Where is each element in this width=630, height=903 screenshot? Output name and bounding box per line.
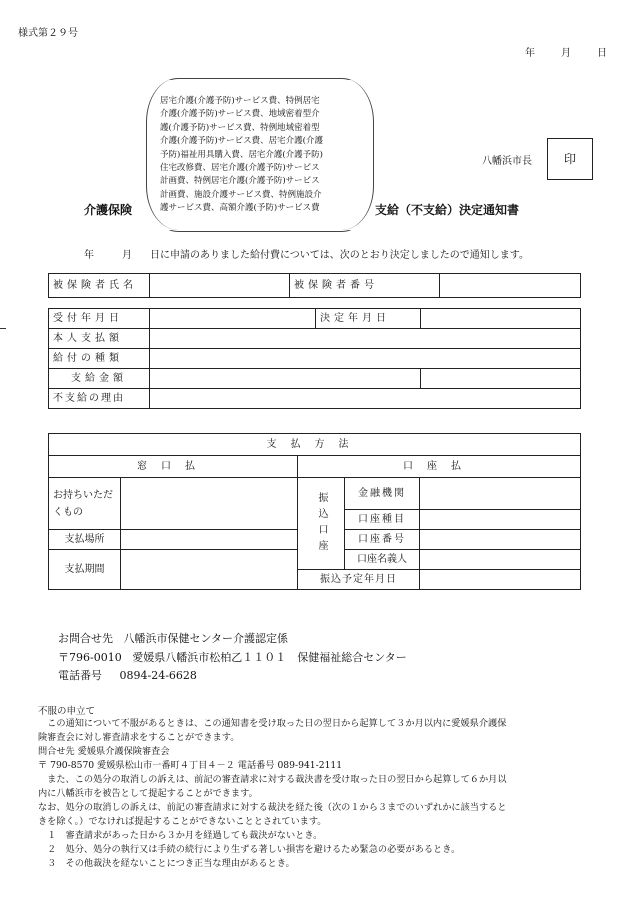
appeal-line: きを除く。）でなければ提起することができないこととされています。: [38, 816, 327, 827]
pay-period-label: 支払期間: [49, 550, 121, 590]
title-prefix: 介護保険: [84, 203, 133, 217]
benefit-type-label: 給付の種類: [49, 349, 150, 369]
account-holder-value[interactable]: [420, 550, 581, 570]
decision-table: [48, 308, 581, 409]
title-suffix: 支給（不支給）決定通知書: [375, 203, 520, 217]
appeal-line: 問合せ先 愛媛県介護保険審査会: [38, 746, 170, 757]
intro-year: 年: [84, 250, 94, 261]
decided-date-label: 決定年月日: [316, 309, 421, 329]
transfer-account-label: 振込口座: [298, 478, 345, 570]
pay-period-value[interactable]: [121, 550, 298, 590]
date-month: 月: [561, 48, 571, 59]
reason-label: 不支給の理由: [49, 389, 150, 409]
benefit-list-line: 計画費、施設介護サービス費、特例施設介: [160, 189, 322, 200]
intro-text: 日に申請のありました給付費については、次のとおり決定しましたので通知します。: [150, 250, 529, 261]
intro-month: 月: [122, 250, 132, 261]
reason-value[interactable]: [150, 389, 581, 409]
received-date-value[interactable]: [150, 309, 316, 329]
insured-number-label: 被保険者番号: [290, 274, 440, 298]
belongings-label: お持ちいただくもの: [49, 478, 121, 530]
amount-value[interactable]: [150, 369, 421, 389]
self-pay-value[interactable]: [150, 329, 581, 349]
seal-box: [547, 138, 593, 180]
benefit-list-line: 住宅改修費、居宅介護(介護予防)サービス: [160, 163, 320, 174]
title-benefit-list: [160, 95, 370, 216]
benefit-list-line: 居宅介護(介護予防)サービス費、特例居宅: [160, 96, 320, 106]
appeal-line: 険審査会に対し審査請求をすることができます。: [38, 732, 240, 743]
insured-name-label: 被保険者氏名: [49, 274, 150, 298]
payment-heading: 支払方法: [49, 434, 581, 456]
seal-label: 印: [563, 152, 576, 166]
contact-phone: 0894-24-6628: [119, 669, 197, 682]
appeal-line: 〒 790-8570 愛媛県松山市一番町４丁目４－２ 電話番号 089-941-2111: [38, 760, 343, 771]
appeal-line: また、この処分の取消しの訴えは、前記の審査請求に対する裁決書を受け取った日の翌日から起算して６か月以: [38, 774, 507, 785]
account-pay-heading: 口座払: [298, 456, 581, 478]
mayor-name: 八幡浜市長: [482, 156, 532, 167]
benefit-list-line: 介護(介護予防)サービス費、地域密着型介: [160, 109, 320, 120]
appeal-heading: 不服の申立て: [38, 706, 96, 717]
contact-phone-label: 電話番号: [58, 669, 102, 682]
insured-name-value[interactable]: [150, 274, 290, 298]
belongings-value[interactable]: [121, 478, 298, 530]
appeal-line: １ 審査請求があった日から３か月を経過しても裁決がないとき。: [38, 830, 323, 841]
bank-value[interactable]: [420, 478, 581, 510]
decided-date-value[interactable]: [421, 309, 581, 329]
date-day: 日: [597, 48, 607, 59]
contact-office: 八幡浜市保健センター介護認定係: [123, 632, 289, 645]
transfer-date-value[interactable]: [420, 570, 581, 590]
benefit-list-line: 計画費、特例居宅介護(介護予防)サービス: [160, 176, 320, 187]
received-date-label: 受付年月日: [49, 309, 150, 329]
account-type-value[interactable]: [420, 510, 581, 530]
appeal-line: ２ 処分、処分の執行又は手続の続行により生ずる著しい損害を避けるため緊急の必要があるとき。: [38, 844, 461, 855]
benefit-list-line: 護サービス費、高額介護(予防)サービス費: [160, 203, 320, 214]
window-pay-heading: 窓口払: [49, 456, 298, 478]
date-year: 年: [525, 48, 535, 59]
insured-table: [48, 273, 581, 298]
appeal-line: 内に八幡浜市を被告として提起することができます。: [38, 788, 258, 799]
benefit-list-line: 護(介護予防)サービス費、特例地域密着型: [160, 122, 320, 133]
appeal-line: なお、処分の取消しの訴えは、前記の審査請求に対する裁決を経た後（次の１から３までのいずれかに該当すると: [38, 802, 507, 813]
contact-address: 愛媛県八幡浜市松柏乙１１０１ 保健福祉総合センター: [132, 651, 407, 664]
contact-label: お問合せ先: [58, 632, 113, 645]
contact-block: [58, 630, 288, 646]
benefit-list-line: 介護(介護予防)サービス費、居宅介護(介護: [160, 136, 323, 147]
appeal-body: [38, 717, 618, 871]
account-type-label: 口座種目: [345, 510, 420, 530]
appeal-line: ３ その他裁決を経ないことにつき正当な理由があるとき。: [38, 858, 295, 869]
contact-postal: 〒796-0010: [58, 651, 122, 664]
amount-blank: [421, 369, 581, 389]
pay-place-label: 支払場所: [49, 530, 121, 550]
self-pay-label: 本人支払額: [49, 329, 150, 349]
bank-label: 金融機関: [345, 478, 420, 510]
appeal-line: この通知について不服があるときは、この通知書を受け取った日の翌日から起算して３か月以内に愛媛県介護保: [38, 718, 507, 729]
payment-table: [48, 433, 581, 590]
transfer-date-label: 振込予定年月日: [298, 570, 420, 590]
benefit-type-value[interactable]: [150, 349, 581, 369]
pay-place-value[interactable]: [121, 530, 298, 550]
insured-number-value[interactable]: [440, 274, 581, 298]
account-number-value[interactable]: [420, 530, 581, 550]
account-number-label: 口座番号: [345, 530, 420, 550]
form-number: 様式第２９号: [18, 28, 78, 39]
account-holder-label: 口座名義人: [345, 550, 420, 570]
amount-label: 支給金額: [49, 369, 150, 389]
benefit-list-line: 予防)福祉用具購入費、居宅介護(介護予防): [160, 149, 323, 160]
